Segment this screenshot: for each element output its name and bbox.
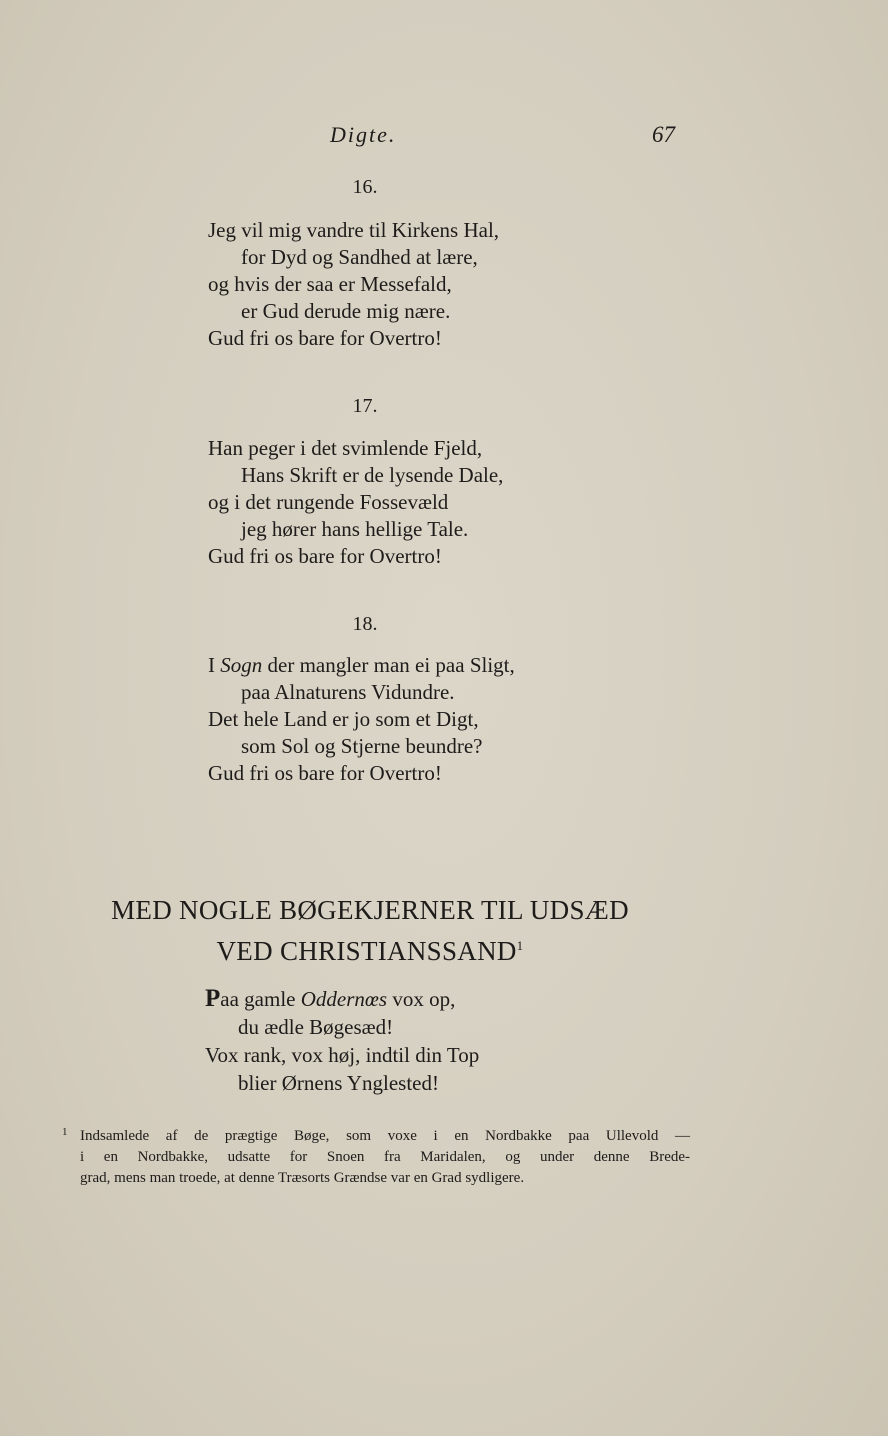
- footnote-line: grad, mens man troede, at denne Træsorts Grændse var en Grad sydligere.: [80, 1170, 525, 1186]
- page-number: 67: [652, 122, 675, 147]
- stanza: [208, 217, 668, 352]
- stanza-number: 16.: [352, 176, 378, 198]
- verse-text: der mangler man ei paa Sligt,: [267, 653, 515, 677]
- stanza: [208, 435, 668, 570]
- verse-line: og i det rungende Fossevæld: [208, 490, 449, 514]
- verse-line: for Dyd og Sandhed at lære,: [241, 245, 478, 269]
- verse-line: [205, 985, 665, 1013]
- verse-word: I: [208, 653, 215, 677]
- refrain-line: Gud fri os bare for Overtro!: [208, 544, 442, 568]
- stanza-number: 18.: [352, 613, 378, 635]
- place-name: Oddernœs: [300, 987, 388, 1011]
- footnote-line: Indsamlede af de prægtige Bøge, som voxe i en Nordbakke paa Ullevold —: [80, 1128, 690, 1144]
- verse-line: som Sol og Stjerne beundre?: [241, 734, 483, 758]
- verse-text: vox op,: [392, 987, 456, 1011]
- verse-line: er Gud derude mig nære.: [241, 299, 451, 323]
- stanza-number: 17.: [352, 395, 378, 417]
- poem-body: [205, 985, 665, 1097]
- footnote-marker: 1: [62, 1126, 68, 1138]
- refrain-line: Gud fri os bare for Overtro!: [208, 761, 442, 785]
- initial-letter: P: [205, 985, 221, 1012]
- verse-line: jeg hører hans hellige Tale.: [241, 517, 469, 541]
- place-name: Sogn: [220, 653, 263, 677]
- verse-line: paa Alnaturens Vidundre.: [241, 680, 455, 704]
- verse-line: du ædle Bøgesæd!: [238, 1015, 394, 1039]
- footnote-line: i en Nordbakke, udsatte for Snoen fra Maridalen, og under denne Brede-: [80, 1149, 690, 1165]
- footnote-text: [80, 1126, 690, 1189]
- poem-title: [0, 892, 740, 969]
- verse-line: Det hele Land er jo som et Digt,: [208, 707, 479, 731]
- verse-line: Jeg vil mig vandre til Kirkens Hal,: [208, 218, 500, 242]
- stanza: [208, 652, 668, 787]
- running-head: [0, 122, 888, 152]
- running-title: Digte.: [330, 122, 397, 147]
- verse-text: aa gamle: [220, 987, 296, 1011]
- refrain-line: Gud fri os bare for Overtro!: [208, 326, 442, 350]
- verse-line: Han peger i det svimlende Fjeld,: [208, 436, 483, 460]
- poem-title-text: VED CHRISTIANSSAND: [216, 936, 517, 966]
- verse-line: Hans Skrift er de lysende Dale,: [241, 463, 504, 487]
- poem-title-line: MED NOGLE BØGEKJERNER TIL UDSÆD: [111, 895, 629, 925]
- footnote-reference: 1: [516, 938, 524, 953]
- verse-line: og hvis der saa er Messefald,: [208, 272, 452, 296]
- verse-line: Vox rank, vox høj, indtil din Top: [205, 1043, 480, 1067]
- verse-line: blier Ørnens Ynglested!: [238, 1071, 439, 1095]
- poem-title-line: [0, 928, 740, 969]
- verse-line: [208, 652, 668, 679]
